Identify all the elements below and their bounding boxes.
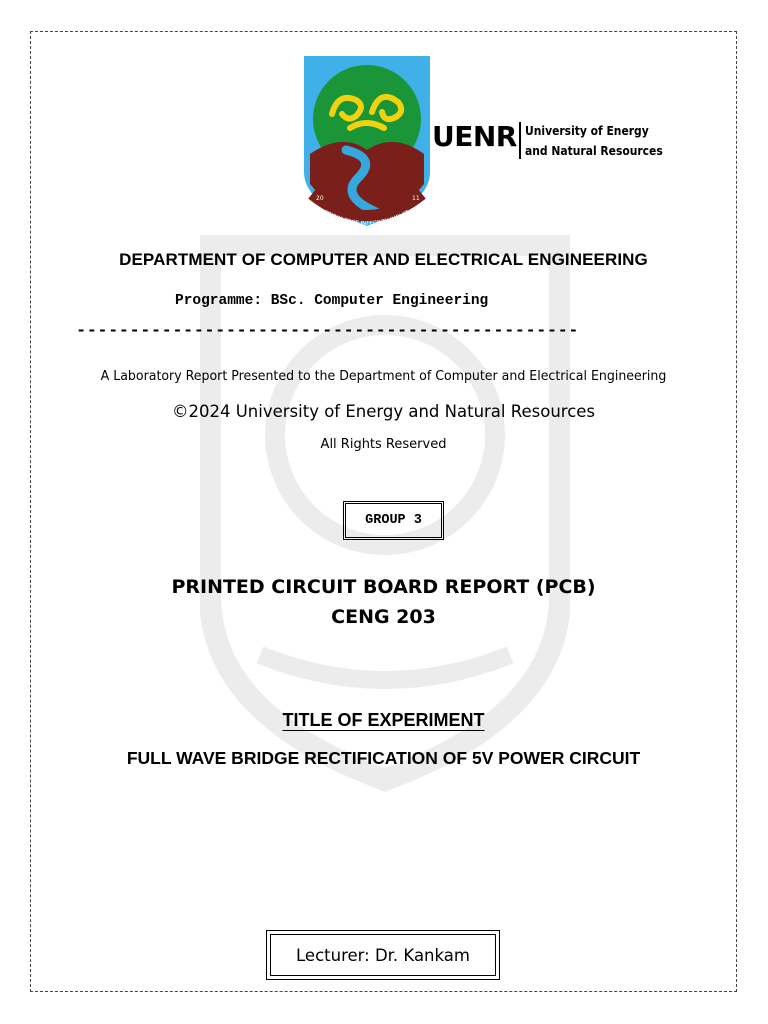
university-name (525, 121, 663, 161)
report-title-block (30, 572, 737, 632)
experiment-title: FULL WAVE BRIDGE RECTIFICATION OF 5V POWER CIRCUIT (126, 748, 641, 768)
rights-line: All Rights Reserved (320, 437, 447, 452)
experiment-heading-text: TITLE OF EXPERIMENT (282, 710, 485, 730)
experiment-heading (30, 710, 737, 731)
report-statement: A Laboratory Report Presented to the Department of Computer and Electrical Engineering (100, 368, 667, 384)
crest-year-right: 11 (412, 195, 420, 202)
crest-motto: KNOWLEDGE INTEGRITY IMPACT (323, 209, 411, 228)
copyright-line: ©2024 University of Energy and Natural Resources (171, 402, 596, 421)
course-code: CENG 203 (331, 606, 436, 628)
report-title: PRINTED CIRCUIT BOARD REPORT (PCB) (171, 576, 596, 598)
university-name-line1: University of Energy (525, 123, 649, 138)
university-name-line2: and Natural Resources (525, 143, 663, 158)
department-heading: DEPARTMENT OF COMPUTER AND ELECTRICAL ENGINEERING (119, 250, 648, 269)
uenr-abbreviation: UENR (432, 120, 517, 153)
logo-divider (519, 122, 521, 159)
uenr-crest-logo (302, 54, 432, 232)
programme-line: Programme: BSc. Computer Engineering (175, 293, 489, 309)
lecturer-name: Lecturer: Dr. Kankam (270, 934, 496, 976)
crest-year-left: 20 (316, 195, 324, 202)
lecturer-box (266, 930, 500, 980)
dashed-separator: ----------------------------------------------- (76, 322, 579, 341)
group-label: GROUP 3 (343, 501, 444, 540)
